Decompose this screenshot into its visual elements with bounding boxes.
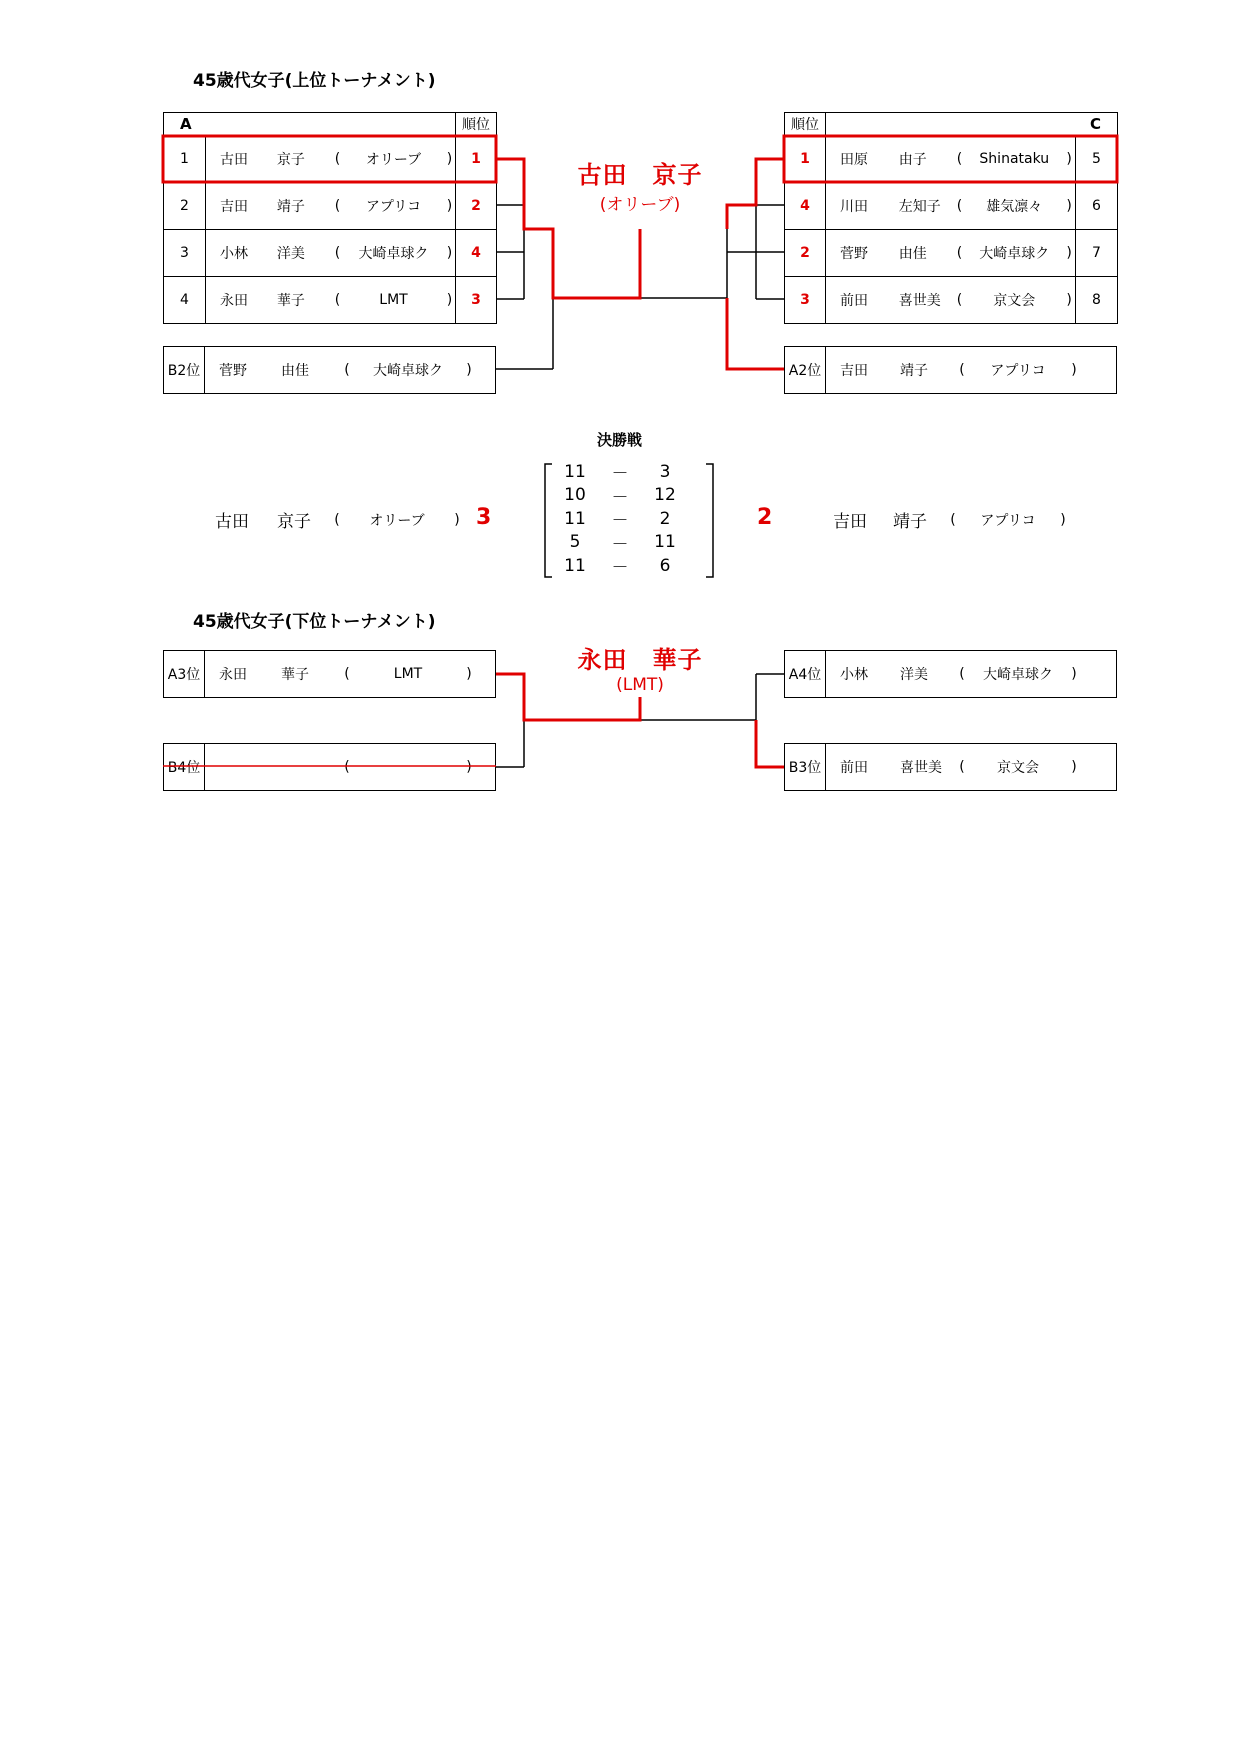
player-no: 4 — [164, 277, 206, 324]
qualifier-label: A4位 — [785, 651, 826, 698]
player-entry: 吉田 靖子 ( アプリコ ) — [220, 198, 453, 215]
player-no: 6 — [1076, 183, 1118, 230]
player-no: 3 — [164, 230, 206, 277]
player-no: 7 — [1076, 230, 1118, 277]
player-entry: 吉田 靖子 ( アプリコ ) — [840, 362, 1077, 379]
rank-value: 2 — [456, 183, 497, 230]
group-a-label: A — [164, 113, 456, 136]
set-score-row: 5 － 11 — [569, 532, 676, 555]
rank-header: 順位 — [785, 113, 826, 136]
rank-header: 順位 — [456, 113, 497, 136]
rank-value: 1 — [785, 136, 826, 183]
qualifier-label: B4位 — [164, 744, 205, 791]
player-entry: 川田 左知子 ( 雄気凛々 ) — [840, 198, 1072, 215]
lower-title: 45歳代女子(下位トーナメント) — [193, 612, 436, 632]
player-entry: 永田 華子 ( LMT ) — [219, 666, 472, 683]
final-title: 決勝戦 — [597, 431, 643, 449]
player-entry: 前田 喜世美 ( 京文会 ) — [840, 292, 1072, 309]
set-score-row: 11 － 3 — [564, 461, 671, 485]
player-entry: 小林 洋美 ( 大崎卓球ク ) — [220, 245, 453, 262]
player-no: 8 — [1076, 277, 1118, 324]
player-no: 2 — [164, 183, 206, 230]
winner-club: (LMT) — [616, 675, 664, 695]
upper-title: 45歳代女子(上位トーナメント) — [193, 71, 436, 91]
rank-value: 1 — [456, 136, 497, 183]
qualifier-label: B3位 — [785, 744, 826, 791]
rank-value: 2 — [785, 230, 826, 277]
player-entry: 永田 華子 ( LMT ) — [220, 292, 453, 309]
winner-club: (オリーブ) — [599, 195, 681, 215]
player-entry: ( ) — [344, 759, 472, 775]
final-left-score: 3 — [476, 505, 492, 530]
final-right-score: 2 — [757, 505, 773, 530]
qualifier-label: A2位 — [785, 347, 826, 394]
player-entry: 田原 由子 ( Shinataku ) — [840, 151, 1072, 168]
player-entry: 小林 洋美 ( 大崎卓球ク ) — [840, 666, 1077, 683]
rank-value: 4 — [785, 183, 826, 230]
set-score-row: 11 － 2 — [564, 508, 671, 532]
qualifier-label: A3位 — [164, 651, 205, 698]
player-entry: 菅野 由佳 ( 大崎卓球ク ) — [219, 362, 472, 379]
player-no: 5 — [1076, 136, 1118, 183]
rank-value: 3 — [456, 277, 497, 324]
player-entry: 前田 喜世美 ( 京文会 ) — [840, 759, 1077, 776]
group-c-label: C — [826, 113, 1118, 136]
set-score-row: 10 － 12 — [564, 485, 676, 508]
winner-name: 古田 京子 — [577, 161, 703, 189]
final-left-player: 古田 京子 ( オリーブ ) — [215, 511, 460, 532]
set-score-row: 11 － 6 — [564, 555, 671, 579]
player-entry: 菅野 由佳 ( 大崎卓球ク ) — [840, 245, 1072, 262]
winner-name: 永田 華子 — [577, 646, 703, 674]
player-entry: 古田 京子 ( オリーブ ) — [220, 151, 453, 168]
rank-value: 3 — [785, 277, 826, 324]
final-right-player: 吉田 靖子 ( アプリコ ) — [833, 511, 1066, 532]
rank-value: 4 — [456, 230, 497, 277]
player-no: 1 — [164, 136, 206, 183]
qualifier-label: B2位 — [164, 347, 205, 394]
